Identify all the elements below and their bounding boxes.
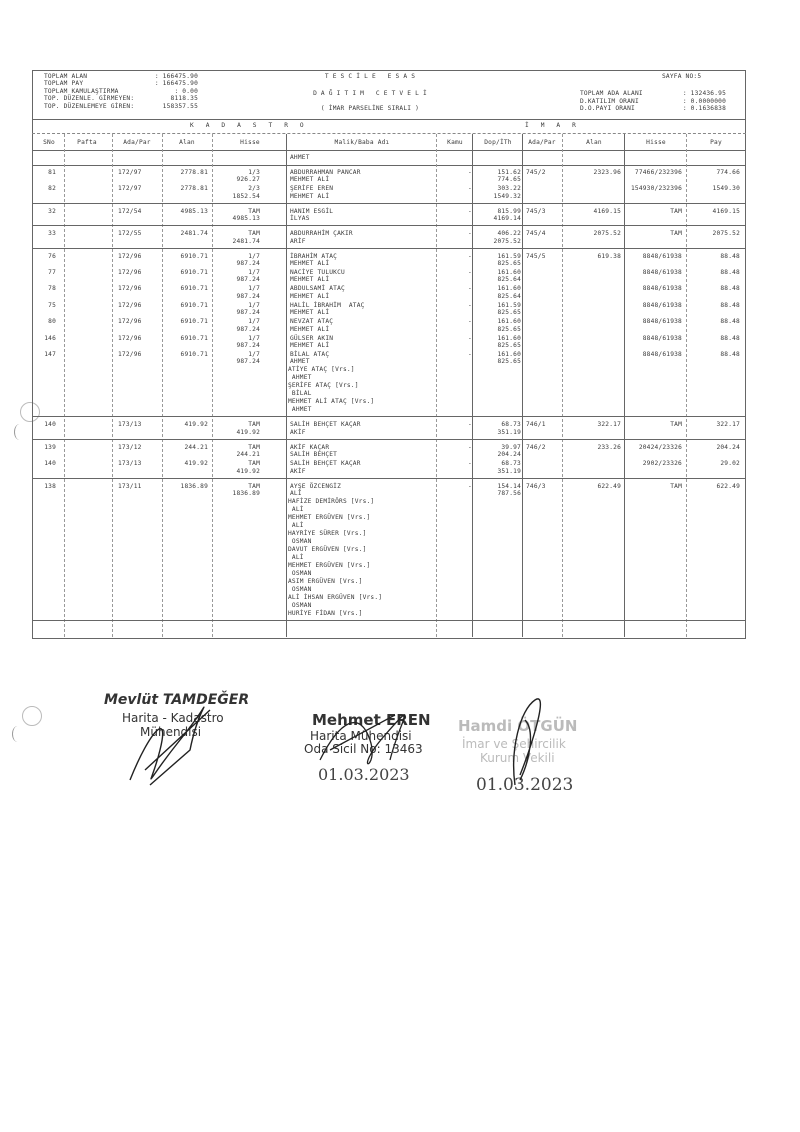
row-imar-hisse: 154930/232396 xyxy=(630,185,682,193)
total-label: TOPLAM ADA ALANI xyxy=(580,90,643,97)
row-imar-hisse: 8848/61938 xyxy=(642,285,682,293)
row-baba: MEHMET ALİ xyxy=(290,309,330,317)
heir-line: OSMAN xyxy=(288,538,312,545)
total-value: : 166475.90 xyxy=(154,80,198,88)
row-hisse: 1/7 xyxy=(248,351,260,358)
group-divider xyxy=(32,478,746,479)
row-pay: 774.66 xyxy=(716,169,740,176)
row-baba: MEHMET ALİ xyxy=(290,260,330,267)
row-dop-net: 4169.14 xyxy=(493,215,521,223)
row-dop: 68.73 xyxy=(501,421,521,429)
row-sno: 82 xyxy=(48,185,56,193)
row-hisse-alan: 4985.13 xyxy=(232,215,260,223)
total-label: TOPLAM KAMULAŞTIRMA xyxy=(44,87,119,95)
row-ada-parsel: 172/96 xyxy=(118,269,142,276)
row-malik: SALİH BEHÇET KAÇAR xyxy=(290,421,361,429)
row-imar-alan: 4169.15 xyxy=(593,207,621,215)
heir-line: MEHMET ERGÜVEN [Vrs.] xyxy=(288,562,371,569)
row-baba: MEHMET ALİ xyxy=(290,192,330,200)
row-hisse-alan: 987.24 xyxy=(236,342,260,349)
row-imar-ada-parsel: 745/3 xyxy=(526,207,546,215)
row-pay: 88.48 xyxy=(720,301,740,309)
row-alan: 4985.13 xyxy=(180,207,208,215)
row-malik: HANIM ESGİL xyxy=(290,207,334,215)
row-kamu: - xyxy=(468,285,472,293)
row-pay: 2075.52 xyxy=(712,230,740,238)
row-hisse-alan: 987.24 xyxy=(236,292,260,300)
row-hisse: 1/7 xyxy=(248,334,260,342)
row-dop: 161.60 xyxy=(497,285,521,293)
heir-line: ALİ xyxy=(288,554,304,561)
row-hisse: 2/3 xyxy=(248,185,260,193)
row-alan: 6910.71 xyxy=(180,252,208,260)
row-kamu: - xyxy=(468,421,472,429)
row-pay: 322.17 xyxy=(716,421,740,429)
row-imar-ada-parsel: 745/4 xyxy=(526,230,546,238)
row-kamu: - xyxy=(468,169,472,176)
row-baba: MEHMET ALİ xyxy=(290,292,330,300)
section-kadastro: K A D A S T R O xyxy=(190,122,304,129)
column-header: Pafta xyxy=(77,139,97,146)
row-dop-net: 787.56 xyxy=(497,490,521,497)
row-baba: ARİF xyxy=(290,237,306,245)
signatory-3-date: 01.03.2023 xyxy=(476,775,574,795)
total-value: 8118.35 xyxy=(170,95,198,103)
row-imar-hisse: 2902/23326 xyxy=(642,460,682,468)
row-kamu: - xyxy=(468,185,472,193)
total-value: : 0.00 xyxy=(174,87,198,95)
column-divider xyxy=(522,134,523,637)
row-pay: 4169.15 xyxy=(712,207,740,215)
row-baba: İLYAS xyxy=(290,215,310,223)
row-sno: 76 xyxy=(48,252,56,260)
row-imar-alan: 2323.96 xyxy=(593,169,621,176)
heir-line: HAYRİYE SÜRER [Vrs.] xyxy=(288,530,367,537)
row-pay: 1549.30 xyxy=(712,185,740,193)
group-divider xyxy=(32,203,746,204)
row-ada-parsel: 173/13 xyxy=(118,460,142,468)
column-divider xyxy=(286,134,287,637)
row-hisse: TAM xyxy=(248,230,260,238)
row-dop: 151.62 xyxy=(497,169,521,176)
group-divider xyxy=(32,248,746,249)
row-ada-parsel: 173/11 xyxy=(118,482,142,490)
row-kamu: - xyxy=(468,351,472,358)
signatory-3-title: İmar ve Şehircilik xyxy=(462,737,566,751)
row-malik: İBRAHİM ATAÇ xyxy=(290,252,338,260)
column-header: Alan xyxy=(179,139,195,146)
row-hisse: 1/7 xyxy=(248,269,260,276)
row-sno: 32 xyxy=(48,207,56,215)
heir-line: OSMAN xyxy=(288,586,312,593)
signature-2-scribble xyxy=(300,700,420,780)
row-ada-parsel: 172/54 xyxy=(118,207,142,215)
row-pay: 622.49 xyxy=(716,482,740,490)
row-malik: NACİYE TULUKCU xyxy=(290,269,345,276)
row-baba: AHMET xyxy=(290,358,310,366)
row-sno: 140 xyxy=(44,421,56,429)
group-divider xyxy=(32,620,746,621)
row-kamu: - xyxy=(468,301,472,309)
row-baba: MEHMET ALİ xyxy=(290,276,330,284)
signatory-1-name: Mevlüt TAMDEĞER xyxy=(104,692,250,708)
signature-1-scribble xyxy=(90,690,250,800)
row-sno: 146 xyxy=(44,334,56,342)
row-malik: BİLAL ATAÇ xyxy=(290,351,330,358)
punch-hole xyxy=(14,424,25,440)
row-sno: 147 xyxy=(44,351,56,358)
row-dop: 161.60 xyxy=(497,334,521,342)
row-sno: 80 xyxy=(48,318,56,326)
row-baba: MEHMET ALİ xyxy=(290,176,330,184)
heir-line: ALİ xyxy=(288,522,304,529)
punch-hole xyxy=(22,706,42,726)
total-value: : 0.1636838 xyxy=(682,105,726,113)
heir-line: AHMET xyxy=(288,406,312,414)
row-hisse: 1/7 xyxy=(248,318,260,326)
row-imar-ada-parsel: 746/3 xyxy=(526,482,546,490)
row-ada-parsel: 173/12 xyxy=(118,443,142,451)
row-dop-net: 825.65 xyxy=(497,342,521,349)
row-imar-hisse: 8848/61938 xyxy=(642,318,682,326)
row-malik: NEVZAT ATAÇ xyxy=(290,318,334,326)
row-ada-parsel: 172/96 xyxy=(118,301,142,309)
row-ada-parsel: 172/97 xyxy=(118,185,142,193)
row-ada-parsel: 172/97 xyxy=(118,169,142,176)
row-imar-ada-parsel: 745/2 xyxy=(526,169,546,176)
column-header: Malik/Baba Adı xyxy=(334,139,390,146)
total-value: : 0.0000000 xyxy=(682,97,726,105)
group-divider xyxy=(32,416,746,417)
row-alan: 6910.71 xyxy=(180,301,208,309)
row-dop: 161.59 xyxy=(497,301,521,309)
row-imar-hisse: TAM xyxy=(670,421,682,429)
row-sno: 78 xyxy=(48,285,56,293)
heir-line: ATİYE ATAÇ [Vrs.] xyxy=(288,366,355,374)
row-hisse-alan: 987.24 xyxy=(236,276,260,284)
row-malik: HALİL İBRAHİM ATAÇ xyxy=(290,301,365,309)
row-baba: SALİH BEHÇET xyxy=(290,451,338,459)
row-hisse-alan: 926.27 xyxy=(236,176,260,184)
heir-line: ALİ xyxy=(288,506,304,513)
section-imar: İ M A R xyxy=(525,122,577,129)
row-dop-net: 351.19 xyxy=(497,467,521,475)
row-dop: 815.99 xyxy=(497,207,521,215)
row-imar-alan: 322.17 xyxy=(597,421,621,429)
row-malik: ABDURRAHİM ÇAKIR xyxy=(290,230,353,238)
total-value: : 132436.95 xyxy=(682,90,726,97)
row-hisse: TAM xyxy=(248,421,260,429)
column-divider xyxy=(112,134,113,637)
row-malik: ABDULSAMİ ATAÇ xyxy=(290,285,345,293)
row-imar-hisse: TAM xyxy=(670,482,682,490)
row-kamu: - xyxy=(468,230,472,238)
row-alan: 6910.71 xyxy=(180,334,208,342)
row-malik: GÜLSER AKIN xyxy=(290,334,334,342)
row-malik: AYŞE ÖZCENGİZ xyxy=(290,482,342,490)
column-header: Ada/Par xyxy=(123,139,151,146)
heir-line: ASIM ERGÜVEN [Vrs.] xyxy=(288,578,363,585)
row-sno: 140 xyxy=(44,460,56,468)
row-pay: 204.24 xyxy=(716,443,740,451)
total-label: D.O.PAYI ORANI xyxy=(580,105,635,113)
heir-line: BİLAL xyxy=(288,390,312,398)
row-kamu: - xyxy=(468,318,472,326)
row-imar-hisse: TAM xyxy=(670,230,682,238)
column-divider xyxy=(64,134,65,637)
row-dop: 161.60 xyxy=(497,269,521,276)
row-hisse: TAM xyxy=(248,207,260,215)
row-hisse-alan: 244.21 xyxy=(236,451,260,459)
row-pay: 29.02 xyxy=(720,460,740,468)
heir-line: HURİYE FİDAN [Vrs.] xyxy=(288,610,363,617)
row-alan: 419.92 xyxy=(184,460,208,468)
row-alan: 1836.89 xyxy=(180,482,208,490)
row-hisse: 1/7 xyxy=(248,252,260,260)
row-dop-net: 1549.32 xyxy=(493,192,521,200)
title-subtitle: ( İMAR PARSELİNE SIRALI ) xyxy=(320,105,420,112)
row-dop: 406.22 xyxy=(497,230,521,238)
row-dop-net: 825.65 xyxy=(497,309,521,317)
page-number: SAYFA NO:5 xyxy=(662,73,702,80)
row-imar-alan: 622.49 xyxy=(597,482,621,490)
total-value: 158357.55 xyxy=(162,102,198,110)
row-pay: 88.48 xyxy=(720,269,740,276)
row-imar-alan: 619.38 xyxy=(597,252,621,260)
signatory-2-registry: Oda Sicil No: 13463 xyxy=(304,742,423,756)
heir-line: MEHMET ALİ ATAÇ [Vrs.] xyxy=(288,398,375,406)
signatory-1-title: Harita - Kadastro xyxy=(122,711,224,725)
row-hisse-alan: 987.24 xyxy=(236,325,260,333)
heir-line: DAVUT ERGÜVEN [Vrs.] xyxy=(288,546,367,553)
row-baba: AKİF xyxy=(290,428,306,436)
group-divider xyxy=(32,439,746,440)
heir-line: HAFİZE DEMİRÖRS [Vrs.] xyxy=(288,498,375,505)
heir-line: AHMET xyxy=(288,374,312,382)
row-imar-hisse: TAM xyxy=(670,207,682,215)
column-header: SNo xyxy=(43,139,55,146)
row-ada-parsel: 172/96 xyxy=(118,318,142,326)
row-ada-parsel: 172/96 xyxy=(118,285,142,293)
row-kamu: - xyxy=(468,269,472,276)
row-sno: 75 xyxy=(48,301,56,309)
signatory-2-title: Harita Mühendisi xyxy=(310,729,412,743)
row-hisse-alan: 1836.89 xyxy=(232,490,260,497)
total-value: : 166475.90 xyxy=(154,73,198,80)
column-header: Alan xyxy=(586,139,602,146)
row-imar-hisse: 8848/61938 xyxy=(642,252,682,260)
row-imar-hisse: 20424/23326 xyxy=(638,443,682,451)
row-dop-net: 825.65 xyxy=(497,358,521,366)
carry-over-name: AHMET xyxy=(290,154,310,161)
row-hisse-alan: 1852.54 xyxy=(232,192,260,200)
signatory-1-title-2: Mühendisi xyxy=(140,725,202,739)
row-dop-net: 351.19 xyxy=(497,428,521,436)
column-header: Dop/İTh xyxy=(484,139,512,146)
row-alan: 419.92 xyxy=(184,421,208,429)
row-imar-ada-parsel: 746/2 xyxy=(526,443,546,451)
column-divider xyxy=(436,134,437,637)
row-malik: SALİH BEHÇET KAÇAR xyxy=(290,460,361,468)
row-dop: 154.14 xyxy=(497,482,521,490)
row-ada-parsel: 172/96 xyxy=(118,252,142,260)
row-imar-alan: 233.26 xyxy=(597,443,621,451)
heir-line: MEHMET ERGÜVEN [Vrs.] xyxy=(288,514,371,521)
row-ada-parsel: 172/55 xyxy=(118,230,142,238)
row-dop-net: 825.65 xyxy=(497,325,521,333)
row-hisse-alan: 419.92 xyxy=(236,428,260,436)
row-kamu: - xyxy=(468,252,472,260)
row-kamu: - xyxy=(468,460,472,468)
row-imar-hisse: 8848/61938 xyxy=(642,301,682,309)
row-dop: 39.97 xyxy=(501,443,521,451)
row-kamu: - xyxy=(468,334,472,342)
heir-line: ŞERİFE ATAÇ [Vrs.] xyxy=(288,382,359,390)
row-alan: 2778.81 xyxy=(180,169,208,176)
row-dop: 303.22 xyxy=(497,185,521,193)
title-dagitim-cetveli: D A Ğ I T I M C E T V E L İ xyxy=(313,90,427,97)
signatory-2-date: 01.03.2023 xyxy=(318,765,410,784)
row-imar-ada-parsel: 745/5 xyxy=(526,252,546,260)
row-dop: 68.73 xyxy=(501,460,521,468)
row-alan: 6910.71 xyxy=(180,318,208,326)
row-alan: 2481.74 xyxy=(180,230,208,238)
row-ada-parsel: 172/96 xyxy=(118,334,142,342)
row-imar-hisse: 8848/61938 xyxy=(642,351,682,358)
row-dop: 161.59 xyxy=(497,252,521,260)
row-baba: MEHMET ALİ xyxy=(290,342,330,349)
row-imar-hisse: 8848/61938 xyxy=(642,334,682,342)
row-baba: ALİ xyxy=(290,490,302,497)
heir-line: OSMAN xyxy=(288,570,312,577)
row-malik: ŞERİFE EREN xyxy=(290,185,334,193)
row-dop: 161.60 xyxy=(497,351,521,358)
heir-line: OSMAN xyxy=(288,602,312,609)
row-hisse: TAM xyxy=(248,443,260,451)
row-imar-hisse: 8848/61938 xyxy=(642,269,682,276)
row-imar-ada-parsel: 746/1 xyxy=(526,421,546,429)
row-sno: 139 xyxy=(44,443,56,451)
total-label: TOP. DÜZENLEMEYE GİREN: xyxy=(44,102,135,110)
punch-hole xyxy=(12,726,23,742)
row-alan: 6910.71 xyxy=(180,269,208,276)
row-sno: 33 xyxy=(48,230,56,238)
row-dop-net: 774.65 xyxy=(497,176,521,184)
signature-3-scribble xyxy=(490,690,570,790)
signatory-3-name: Hamdi ÖTGÜN xyxy=(458,717,578,735)
row-hisse: 1/7 xyxy=(248,301,260,309)
row-kamu: - xyxy=(468,482,472,490)
row-dop-net: 825.64 xyxy=(497,276,521,284)
row-pay: 88.48 xyxy=(720,285,740,293)
total-label: TOPLAM PAY xyxy=(44,80,84,88)
row-malik: AKİF KAÇAR xyxy=(290,443,330,451)
row-dop-net: 825.65 xyxy=(497,260,521,267)
row-hisse: 1/3 xyxy=(248,169,260,176)
column-header: Hisse xyxy=(240,139,260,146)
row-dop: 161.60 xyxy=(497,318,521,326)
signatory-3-role: Kurum Vekili xyxy=(480,751,555,765)
total-label: TOPLAM ALAN xyxy=(44,73,88,80)
row-hisse: TAM xyxy=(248,460,260,468)
column-header: Hisse xyxy=(646,139,666,146)
total-label: TOP. DÜZENLE. GİRMEYEN: xyxy=(44,95,135,103)
row-imar-alan: 2075.52 xyxy=(593,230,621,238)
row-ada-parsel: 173/13 xyxy=(118,421,142,429)
row-sno: 77 xyxy=(48,269,56,276)
row-ada-parsel: 172/96 xyxy=(118,351,142,358)
row-dop-net: 825.64 xyxy=(497,292,521,300)
column-header: Kamu xyxy=(447,139,463,146)
title-tescile-esas: T E S C İ L E E S A S xyxy=(324,73,416,80)
row-hisse: TAM xyxy=(248,482,260,490)
row-pay: 88.48 xyxy=(720,252,740,260)
row-baba: AKİF xyxy=(290,467,306,475)
row-dop-net: 2075.52 xyxy=(493,237,521,245)
row-hisse-alan: 987.24 xyxy=(236,309,260,317)
row-hisse-alan: 987.24 xyxy=(236,358,260,366)
row-hisse-alan: 2481.74 xyxy=(232,237,260,245)
row-kamu: - xyxy=(468,207,472,215)
row-dop-net: 204.24 xyxy=(497,451,521,459)
row-hisse-alan: 987.24 xyxy=(236,260,260,267)
column-header: Ada/Par xyxy=(528,139,556,146)
column-header: Pay xyxy=(710,139,722,146)
row-imar-hisse: 77466/232396 xyxy=(634,169,682,176)
row-sno: 138 xyxy=(44,482,56,490)
row-baba: MEHMET ALİ xyxy=(290,325,330,333)
row-pay: 88.48 xyxy=(720,334,740,342)
row-malik: ABDURRAHMAN PANCAR xyxy=(290,169,361,176)
row-pay: 88.48 xyxy=(720,351,740,358)
row-sno: 81 xyxy=(48,169,56,176)
row-hisse: 1/7 xyxy=(248,285,260,293)
row-alan: 6910.71 xyxy=(180,351,208,358)
row-pay: 88.48 xyxy=(720,318,740,326)
row-alan: 244.21 xyxy=(184,443,208,451)
row-kamu: - xyxy=(468,443,472,451)
group-divider xyxy=(32,225,746,226)
row-alan: 6910.71 xyxy=(180,285,208,293)
signatory-2-name: Mehmet EREN xyxy=(312,711,431,729)
heir-line: ALİ İHSAN ERGÜVEN [Vrs.] xyxy=(288,594,383,601)
total-label: D.KATILIM ORANI xyxy=(580,97,639,105)
row-alan: 2778.81 xyxy=(180,185,208,193)
row-hisse-alan: 419.92 xyxy=(236,467,260,475)
